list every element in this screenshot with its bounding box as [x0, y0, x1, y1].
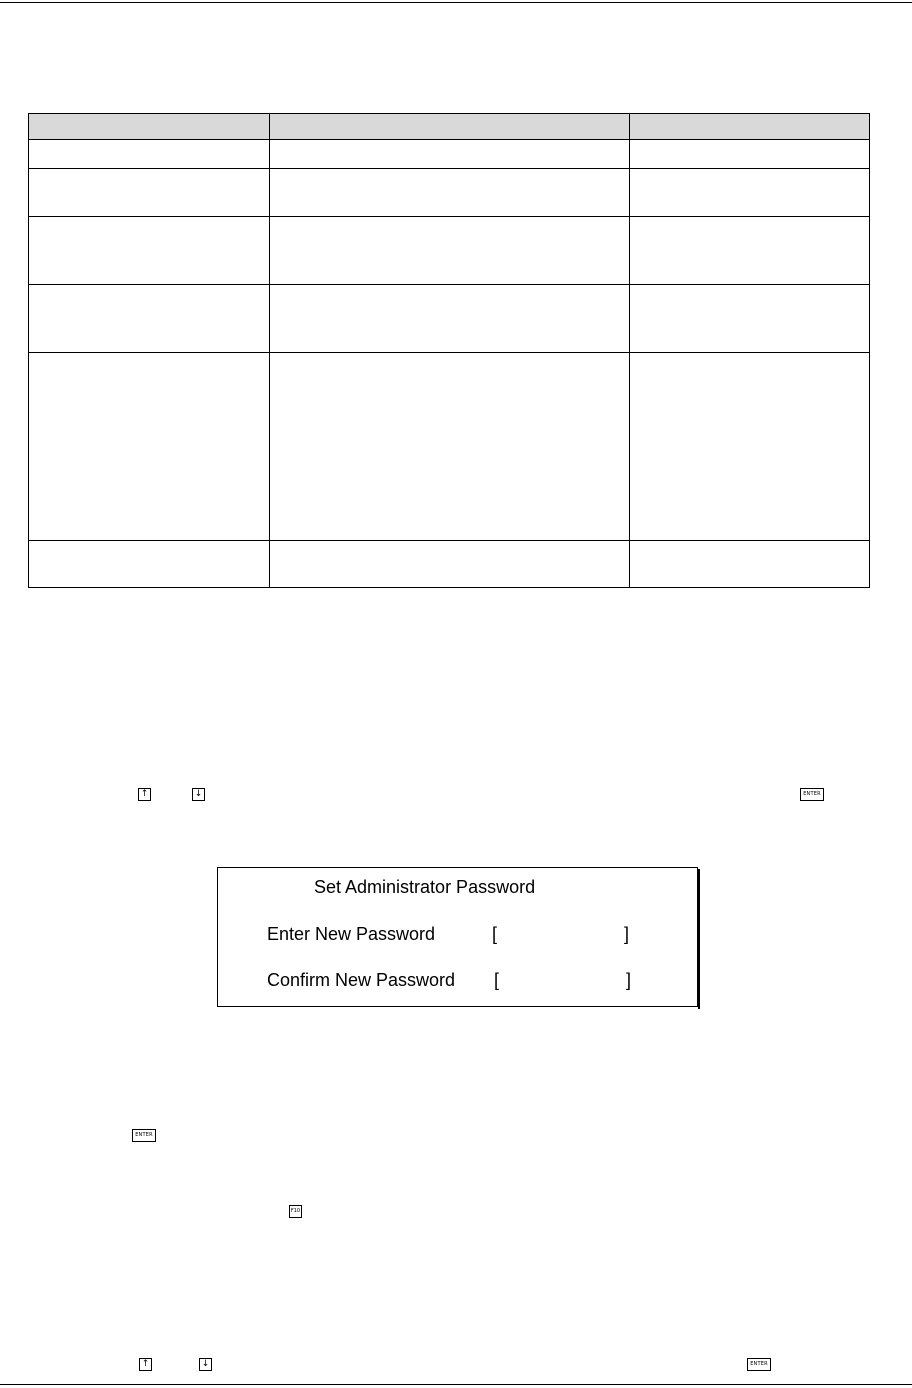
table-row — [29, 140, 870, 169]
table-cell — [270, 217, 630, 285]
bracket-open: [ — [492, 924, 498, 944]
dialog-shadow — [698, 869, 700, 1009]
table-cell — [630, 217, 870, 285]
up-arrow-key-icon: ↑ — [138, 788, 151, 801]
f10-key-icon: F10 — [289, 1205, 302, 1218]
column-header — [630, 114, 870, 140]
column-header — [270, 114, 630, 140]
settings-table — [28, 113, 870, 588]
enter-key-icon: ENTER — [132, 1129, 156, 1142]
table-cell — [270, 169, 630, 217]
table-cell — [270, 541, 630, 588]
table-cell — [630, 353, 870, 541]
header-rule — [0, 2, 912, 3]
table-cell — [29, 285, 270, 353]
up-arrow-key-icon: ↑ — [139, 1358, 152, 1371]
column-header — [29, 114, 270, 140]
enter-new-password-label: Enter New Password — [267, 924, 436, 944]
table-row — [29, 285, 870, 353]
confirm-new-password-label: Confirm New Password — [267, 970, 456, 990]
table-cell — [270, 140, 630, 169]
table-cell — [630, 169, 870, 217]
table-row — [29, 217, 870, 285]
footer-rule — [0, 1384, 912, 1385]
table-header-row — [29, 114, 870, 140]
bracket-close: ] — [624, 924, 630, 944]
table-cell — [630, 140, 870, 169]
enter-key-icon: ENTER — [747, 1358, 771, 1371]
table-cell — [630, 541, 870, 588]
table-cell — [29, 140, 270, 169]
table-cell — [270, 353, 630, 541]
table-cell — [270, 285, 630, 353]
table-row — [29, 353, 870, 541]
table-row — [29, 541, 870, 588]
dialog-title: Set Administrator Password — [314, 877, 536, 897]
new-password-field[interactable] — [506, 924, 624, 946]
confirm-password-field[interactable] — [508, 970, 626, 992]
table-cell — [29, 353, 270, 541]
table-cell — [630, 285, 870, 353]
enter-key-icon: ENTER — [800, 788, 824, 801]
table-cell — [29, 217, 270, 285]
bracket-open: [ — [494, 970, 500, 990]
table-cell — [29, 169, 270, 217]
table-row — [29, 169, 870, 217]
table-cell — [29, 541, 270, 588]
set-admin-password-dialog — [217, 867, 698, 1007]
down-arrow-key-icon: ↓ — [199, 1358, 212, 1371]
bracket-close: ] — [626, 970, 632, 990]
down-arrow-key-icon: ↓ — [192, 788, 205, 801]
